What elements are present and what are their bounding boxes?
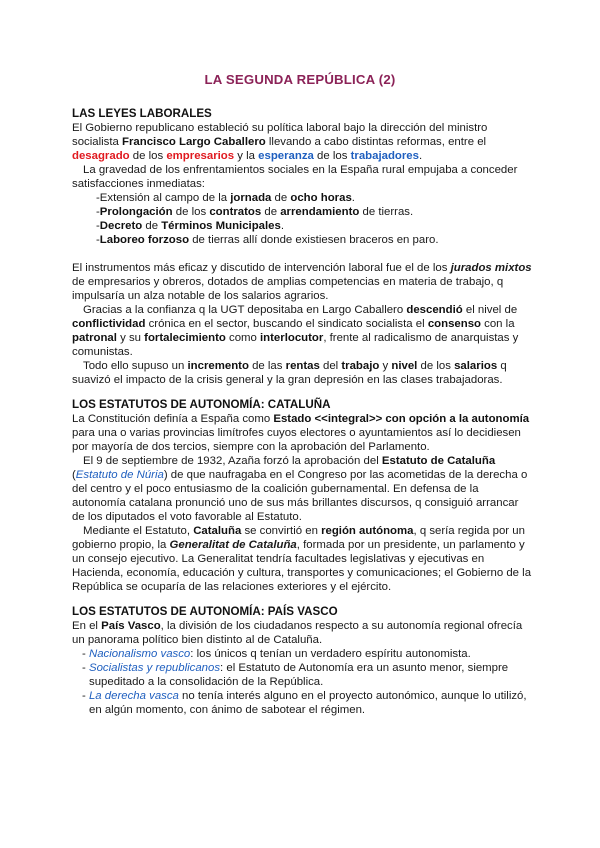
paragraph-incremento-rentas: Todo ello supuso un incremento de las rentas del trabajo y nivel de los salarios q suavizó el impacto de la crisis general y la gran depresión en las clases trabajadoras. xyxy=(72,359,507,386)
paragraph-generalitat: Mediante el Estatuto, Cataluña se convirtió en región autónoma, q sería regida por un gobierno propio, la Generalitat de Cataluña, formada por un presidente, un parlamento y un consejo ejecutivo. La Generalitat tendría facultades legislativas y ejecutivas en Hacienda, economía, educación y cultura, transportes y comunicaciones; el Gobierno de la República se ocuparía de las relaciones exteriores y el ejército. xyxy=(72,524,532,593)
list-item: -Prolongación de los contratos de arrendamiento de tierras. xyxy=(96,206,414,218)
paragraph-constitucion: La Constitución definía a España como Estado <<integral>> con opción a la autonomía para una o varias provincias limítrofes cuyos electores o ayuntamientos así lo decidiesen por mayoría de dos tercios, siempre con la aprobación del Parlamento. xyxy=(72,412,530,453)
document-body xyxy=(72,107,532,717)
measures-list xyxy=(72,191,532,247)
paragraph-pais-vasco: En el País Vasco, la división de los ciudadanos respecto a su autonomía regional ofrecía un panorama político bien distinto al de Cataluña. xyxy=(72,619,523,646)
paragraph-gravedad: La gravedad de los enfrentamientos sociales en la España rural empujaba a conceder satisfacciones inmediatas: xyxy=(72,164,518,190)
list-item: - Nacionalismo vasco: los únicos q tenían un verdadero espíritu autonomista. xyxy=(82,647,471,660)
section-heading-pais-vasco: LOS ESTATUTOS DE AUTONOMÍA: PAÍS VASCO xyxy=(72,604,338,618)
paragraph-confianza-ugt: Gracias a la confianza q la UGT depositaba en Largo Caballero descendió el nivel de conflictividad crónica en el sector, buscando el sindicato socialista el consenso con la patronal y su fortalecimiento como interlocutor, frente al radicalismo de anarquistas y comunistas. xyxy=(72,303,519,358)
list-item: -Extensión al campo de la jornada de ocho horas. xyxy=(96,192,355,204)
section-heading-cataluna: LOS ESTATUTOS DE AUTONOMÍA: CATALUÑA xyxy=(72,397,331,411)
paragraph-politica-laboral: El Gobierno republicano estableció su política laboral bajo la dirección del ministro socialista Francisco Largo Caballero llevando a cabo distintas reformas, entre el desagrado de los empresarios y la esperanza de los trabajadores. xyxy=(72,122,488,162)
list-item: - Socialistas y republicanos: el Estatuto de Autonomía era un asunto menor, siempre supeditado a la consolidación de la República. xyxy=(82,661,509,688)
list-item: - La derecha vasca no tenía interés alguno en el proyecto autonómico, aunque lo utilizó, en algún momento, con ánimo de sabotear el régimen. xyxy=(82,689,527,716)
list-item: -Laboreo forzoso de tierras allí donde existiesen braceros en paro. xyxy=(96,234,439,246)
political-groups-list xyxy=(72,647,532,717)
page-title: LA SEGUNDA REPÚBLICA (2) xyxy=(204,72,396,87)
paragraph-estatuto-cataluna: El 9 de septiembre de 1932, Azaña forzó la aprobación del Estatuto de Cataluña (Estatuto de Núria) de que naufragaba en el Congreso por las acometidas de la derecha o del centro y el poco entusiasmo de la coalición gubernamental. En defensa de la autonomía catalana pronunció uno de sus más brillantes discursos, q consiguió arrancar de los diputados el voto favorable al Estatuto. xyxy=(72,454,528,523)
paragraph-jurados-mixtos: El instrumentos más eficaz y discutido de intervención laboral fue el de los jurados mixtos de empresarios y obreros, dotados de amplias competencias en materia de trabajo, q impulsaría un alza notable de los salarios agrarios. xyxy=(72,261,532,302)
section-heading-leyes-laborales: LAS LEYES LABORALES xyxy=(72,107,212,120)
list-item: -Decreto de Términos Municipales. xyxy=(96,220,285,232)
